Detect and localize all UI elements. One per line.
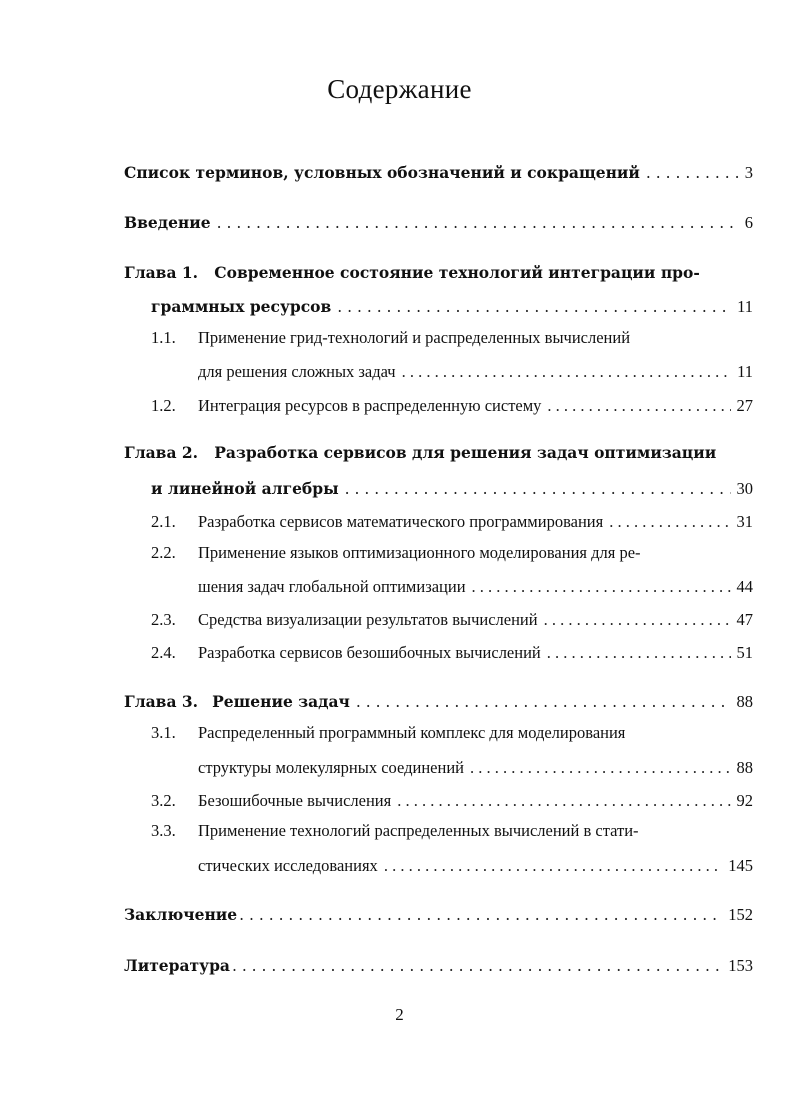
toc-section-2-2-tail[interactable] [198,572,753,598]
section-number: 3.2. [151,791,176,810]
chapter-title-line1: Современное состояние технологий интеграции про- [214,263,700,282]
chapter-number: Глава 2. [124,443,199,462]
toc-chapter-3[interactable] [124,687,753,713]
leader-dots [646,162,739,184]
leader-dots [547,395,730,417]
section-title-line2: структуры молекулярных соединений [198,758,464,777]
toc-page-number: 88 [736,692,753,711]
toc-chapter-1-tail[interactable] [151,292,753,318]
toc-page-number: 51 [736,643,753,662]
toc-section-2-4[interactable] [151,638,753,664]
toc-page-number: 153 [728,956,753,975]
section-number: 2.1. [151,512,176,531]
toc-entry-text: Литература [124,956,230,975]
toc-page-number: 44 [736,577,753,596]
toc-section-3-2[interactable] [151,786,753,812]
toc-page-number: 11 [737,297,753,316]
toc-page-number: 6 [744,213,753,232]
leader-dots [384,855,722,877]
toc-entry-text: Заключение [124,905,238,924]
toc-section-1-1-heading[interactable] [151,327,707,349]
toc-entry-text: Список терминов, условных обозначений и сокращений [124,163,640,182]
section-title-line1: Применение грид-технологий и распределенных вычислений [198,328,631,347]
section-title: Интеграция ресурсов в распределенную систему [198,396,542,415]
toc-section-3-1-heading[interactable] [151,722,707,744]
leader-dots [609,511,730,533]
leader-dots [470,757,731,779]
leader-dots [472,576,731,598]
chapter-title-line2: граммных ресурсов [151,297,332,316]
toc-section-2-2-heading[interactable] [151,542,751,564]
section-title-line2: стических исследованиях [198,856,378,875]
chapter-title: Решение задач [212,692,350,711]
section-number: 3.1. [151,723,176,742]
toc-page-number: 47 [736,610,753,629]
toc-entry-terms[interactable] [124,158,753,184]
section-title: Безошибочные вычисления [198,791,392,810]
toc-entry-intro[interactable] [124,208,753,234]
chapter-number: Глава 3. [124,692,199,711]
leader-dots [402,361,732,383]
leader-dots [547,642,731,664]
toc-section-1-1-tail[interactable] [198,357,753,383]
leader-dots [345,478,731,500]
page-number: 2 [395,1005,404,1024]
chapter-title-line1: Разработка сервисов для решения задач оптимизации [214,443,717,462]
toc-page-number: 88 [736,758,753,777]
toc-page-number: 3 [744,163,753,182]
leader-dots [544,609,731,631]
toc-page-number: 152 [728,905,753,924]
section-title-line1: Применение языков оптимизационного моделирования для ре- [198,543,641,562]
toc-page-number: 11 [737,362,753,381]
toc-chapter-2-tail[interactable] [151,474,753,500]
section-title-line1: Распределенный программный комплекс для моделирования [198,723,626,742]
leader-dots [217,212,739,234]
toc-section-3-3-heading[interactable] [151,820,707,842]
section-number: 1.1. [151,328,176,347]
toc-chapter-2-heading[interactable] [124,442,753,464]
toc-section-3-1-tail[interactable] [198,753,753,779]
section-number: 1.2. [151,396,176,415]
leader-dots [356,691,731,713]
section-title: Разработка сервисов безошибочных вычислений [198,643,541,662]
leader-dots [232,955,722,977]
toc-entry-conclusion[interactable] [124,900,753,926]
section-title-line1: Применение технологий распределенных вычислений в стати- [198,821,639,840]
leader-dots [239,904,722,926]
chapter-title-line2: и линейной алгебры [151,479,339,498]
toc-section-2-3[interactable] [151,605,753,631]
section-title-line2: шения задач глобальной оптимизации [198,577,466,596]
toc-page-number: 27 [736,396,753,415]
leader-dots [397,790,730,812]
page-title: Содержание [327,74,472,104]
section-title-line2: для решения сложных задач [198,362,396,381]
section-number: 2.3. [151,610,176,629]
toc-section-2-1[interactable] [151,507,753,533]
toc-page-number: 31 [736,512,753,531]
toc-entry-literature[interactable] [124,951,753,977]
leader-dots [337,296,731,318]
toc-chapter-1-heading[interactable] [124,262,753,284]
toc-section-1-2[interactable] [151,391,753,417]
chapter-number: Глава 1. [124,263,199,282]
toc-section-3-3-tail[interactable] [198,851,753,877]
section-number: 3.3. [151,821,176,840]
toc-page-number: 145 [728,856,753,875]
section-number: 2.4. [151,643,176,662]
toc-entry-text: Введение [124,213,211,232]
toc-page-number: 30 [736,479,753,498]
toc-page-number: 92 [736,791,753,810]
section-title: Средства визуализации результатов вычислений [198,610,538,629]
section-title: Разработка сервисов математического программирования [198,512,604,531]
section-number: 2.2. [151,543,176,562]
